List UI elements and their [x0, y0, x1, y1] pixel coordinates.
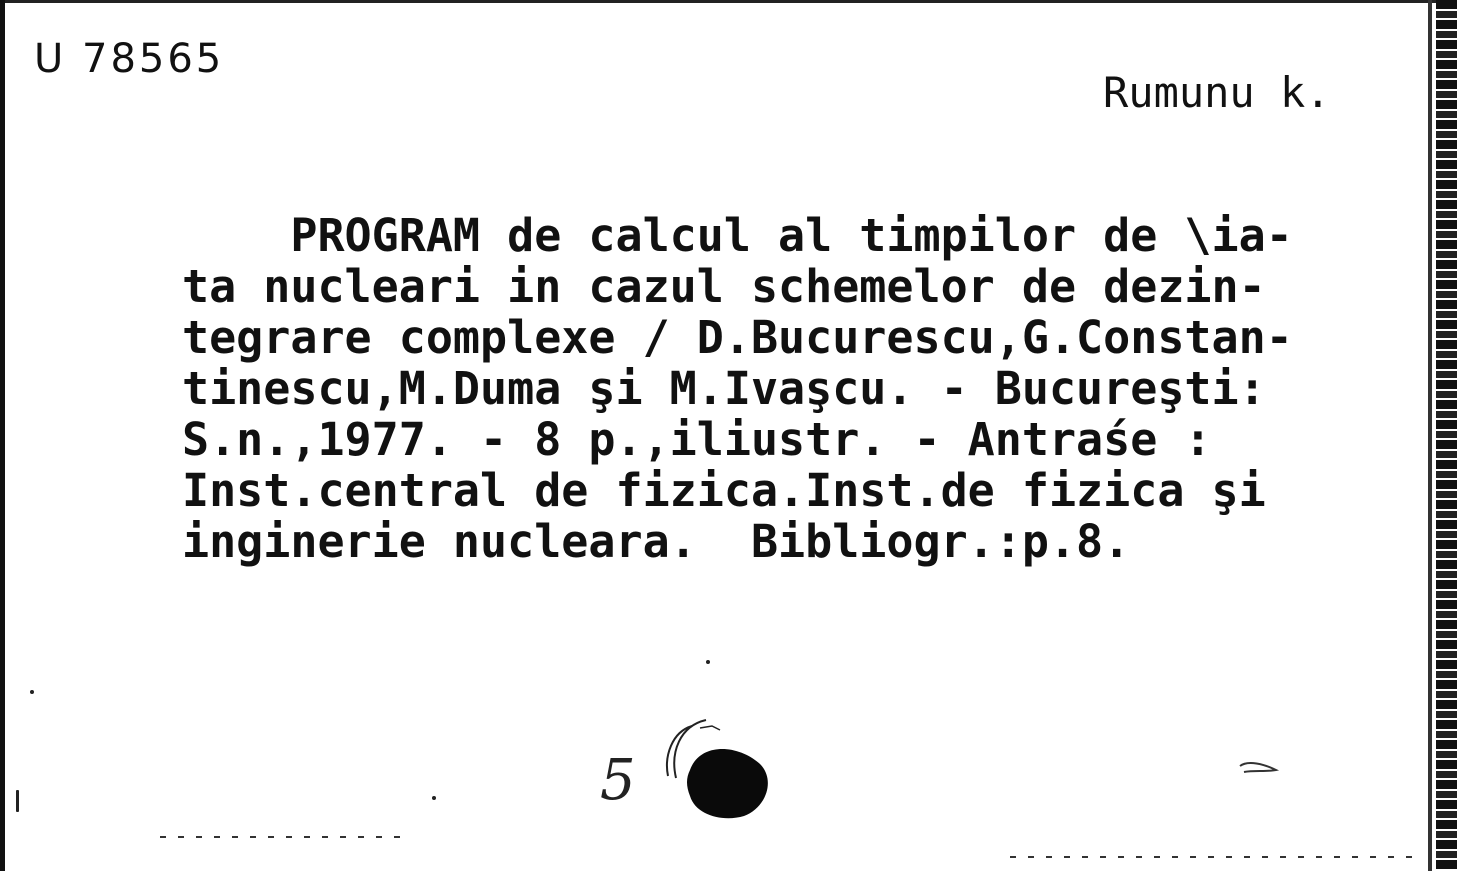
speck	[432, 796, 436, 800]
entry-line: Inst.central de fizica.Inst.de fizica şi	[182, 464, 1266, 517]
entry-line: tegrare complexe / D.Bucurescu,G.Constan-	[182, 311, 1293, 364]
location-label: Rumunu k.	[1103, 68, 1331, 117]
stamp-number: 5	[600, 748, 636, 813]
speck	[16, 790, 19, 812]
call-number: U 78565	[34, 36, 225, 82]
bibliographic-entry	[182, 210, 1432, 567]
card-right-edge	[1436, 0, 1457, 871]
bottom-dash-marks	[1010, 856, 1420, 858]
pencil-mark-icon	[1238, 758, 1280, 778]
entry-line: PROGRAM de calcul al timpilor de \ia-	[182, 209, 1293, 262]
speck	[706, 660, 710, 664]
card-left-edge	[0, 0, 5, 871]
card-top-edge	[0, 0, 1457, 3]
speck	[30, 690, 34, 694]
entry-line: tinescu,M.Duma şi M.Ivaşcu. - Bucureşti:	[182, 362, 1266, 415]
ink-blot-icon	[640, 712, 790, 822]
entry-line: inginerie nucleara. Bibliogr.:p.8.	[182, 515, 1131, 568]
entry-line: S.n.,1977. - 8 p.,iliustr. - Antraśe :	[182, 413, 1212, 466]
bottom-dash-marks	[160, 836, 400, 838]
entry-line: ta nucleari in cazul schemelor de dezin-	[182, 260, 1266, 313]
